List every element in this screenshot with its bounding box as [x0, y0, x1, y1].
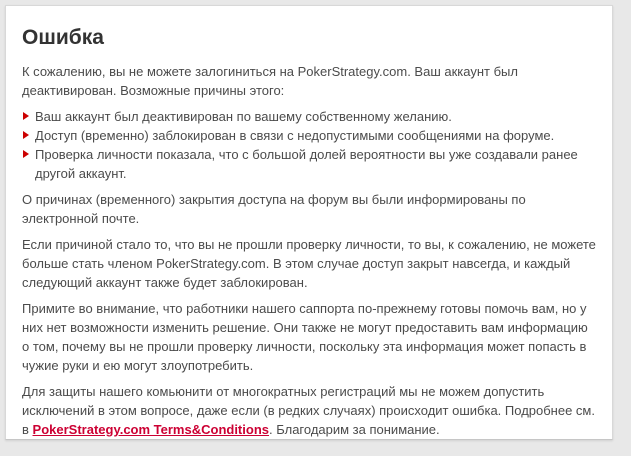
identity-check-paragraph: Если причиной стало то, что вы не прошли проверку личности, то вы, к сожалению, не можете больше стать членом PokerStrategy.com. В этом случае доступ закрыт навсегда, и каждый следующий аккаунт также будет заблокирован. — [22, 237, 596, 290]
reason-text: Ваш аккаунт был деактивирован по вашему собственному желанию. — [35, 109, 452, 124]
reason-list — [22, 107, 596, 183]
list-item — [22, 145, 596, 183]
reason-text: Проверка личности показала, что с большой долей вероятности вы уже создавали ранее другой аккаунт. — [35, 147, 578, 181]
intro-paragraph: К сожалению, вы не можете залогиниться на PokerStrategy.com. Ваш аккаунт был деактивирован. Возможные причины этого: — [22, 64, 518, 98]
support-note-paragraph: Примите во внимание, что работники нашего саппорта по-прежнему готовы помочь вам, но у них нет возможности изменить решение. Они также не могут предоставить вам информацию о том, почему вы не прошли проверку личности, поскольку эта информация может попасть в чужие руки и ею могут злоупотребить. — [22, 301, 588, 373]
error-message-body — [22, 62, 596, 439]
error-panel — [5, 5, 613, 440]
email-notice-paragraph: О причинах (временного) закрытия доступа на форум вы были информированы по электронной почте. — [22, 192, 526, 226]
list-item — [22, 107, 596, 126]
arrow-bullet-icon — [23, 131, 29, 139]
list-item — [22, 126, 596, 145]
arrow-bullet-icon — [23, 112, 29, 120]
terms-and-conditions-link[interactable]: PokerStrategy.com Terms&Conditions — [32, 422, 269, 437]
page-title: Ошибка — [22, 26, 104, 49]
reason-text: Доступ (временно) заблокирован в связи с недопустимыми сообщениями на форуме. — [35, 128, 555, 143]
closing-text-after-link: . Благодарим за понимание. — [269, 422, 440, 437]
closing-text-before-link: Для защиты нашего комьюнити от многократных регистраций мы не можем допустить исключений в этом вопросе, даже если (в редких случаях) происходит ошибка. Подробнее см. в — [22, 384, 595, 437]
arrow-bullet-icon — [23, 150, 29, 158]
closing-paragraph — [22, 382, 596, 439]
